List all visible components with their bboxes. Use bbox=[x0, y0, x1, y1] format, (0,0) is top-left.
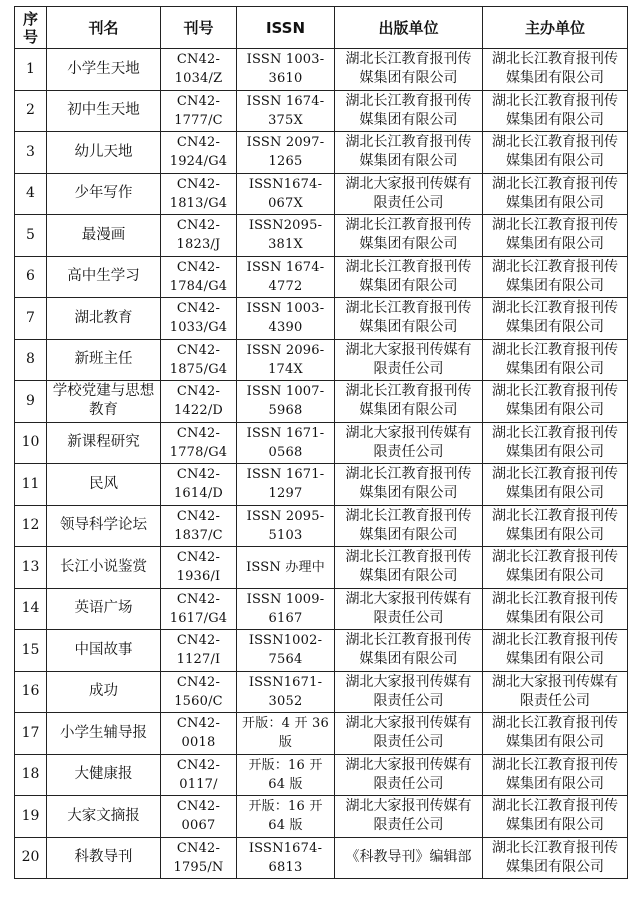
cell-sponsor: 湖北大家报刊传媒有限责任公司 bbox=[483, 671, 628, 713]
cell-publisher: 湖北大家报刊传媒有限责任公司 bbox=[335, 671, 483, 713]
cell-issn: ISSN 2097-1265 bbox=[237, 132, 335, 174]
table-row bbox=[15, 547, 628, 589]
table-row bbox=[15, 754, 628, 796]
cell-issn: ISSN 2096-174X bbox=[237, 339, 335, 381]
cell-issn: ISSN1674-6813 bbox=[237, 837, 335, 879]
cell-publisher: 湖北长江教育报刊传媒集团有限公司 bbox=[335, 547, 483, 589]
cell-name: 新课程研究 bbox=[47, 422, 161, 464]
cell-code: CN42-1127/I bbox=[161, 630, 237, 672]
cell-publisher: 湖北长江教育报刊传媒集团有限公司 bbox=[335, 464, 483, 506]
cell-code: CN42-1033/G4 bbox=[161, 298, 237, 340]
cell-publisher: 湖北大家报刊传媒有限责任公司 bbox=[335, 422, 483, 464]
cell-name: 成功 bbox=[47, 671, 161, 713]
cell-sponsor: 湖北长江教育报刊传媒集团有限公司 bbox=[483, 754, 628, 796]
cell-sponsor: 湖北长江教育报刊传媒集团有限公司 bbox=[483, 588, 628, 630]
cell-code: CN42-1936/I bbox=[161, 547, 237, 589]
cell-seq: 3 bbox=[15, 132, 47, 174]
cell-publisher: 湖北大家报刊传媒有限责任公司 bbox=[335, 339, 483, 381]
cell-code: CN42-1875/G4 bbox=[161, 339, 237, 381]
cell-seq: 16 bbox=[15, 671, 47, 713]
cell-publisher: 《科教导刊》编辑部 bbox=[335, 837, 483, 879]
cell-seq: 2 bbox=[15, 90, 47, 132]
cell-publisher: 湖北长江教育报刊传媒集团有限公司 bbox=[335, 132, 483, 174]
cell-code: CN42-1422/D bbox=[161, 381, 237, 423]
cell-name: 初中生天地 bbox=[47, 90, 161, 132]
cell-publisher: 湖北大家报刊传媒有限责任公司 bbox=[335, 713, 483, 755]
cell-name: 最漫画 bbox=[47, 215, 161, 257]
cell-publisher: 湖北大家报刊传媒有限责任公司 bbox=[335, 173, 483, 215]
cell-publisher: 湖北长江教育报刊传媒集团有限公司 bbox=[335, 90, 483, 132]
header-issn: ISSN bbox=[237, 7, 335, 49]
cell-name: 幼儿天地 bbox=[47, 132, 161, 174]
cell-issn: ISSN 办理中 bbox=[237, 547, 335, 589]
cell-sponsor: 湖北长江教育报刊传媒集团有限公司 bbox=[483, 49, 628, 91]
cell-sponsor: 湖北长江教育报刊传媒集团有限公司 bbox=[483, 422, 628, 464]
header-code: 刊号 bbox=[161, 7, 237, 49]
cell-publisher: 湖北大家报刊传媒有限责任公司 bbox=[335, 754, 483, 796]
cell-sponsor: 湖北长江教育报刊传媒集团有限公司 bbox=[483, 298, 628, 340]
cell-issn: 开版：4 开 36 版 bbox=[237, 713, 335, 755]
cell-issn: ISSN 1671-0568 bbox=[237, 422, 335, 464]
cell-name: 小学生天地 bbox=[47, 49, 161, 91]
cell-issn: ISSN1674-067X bbox=[237, 173, 335, 215]
table-body bbox=[15, 49, 628, 879]
cell-name: 民风 bbox=[47, 464, 161, 506]
table-row bbox=[15, 215, 628, 257]
cell-sponsor: 湖北长江教育报刊传媒集团有限公司 bbox=[483, 339, 628, 381]
table-row bbox=[15, 173, 628, 215]
cell-name: 新班主任 bbox=[47, 339, 161, 381]
cell-name: 领导科学论坛 bbox=[47, 505, 161, 547]
cell-code: CN42-1795/N bbox=[161, 837, 237, 879]
table-row bbox=[15, 422, 628, 464]
cell-publisher: 湖北大家报刊传媒有限责任公司 bbox=[335, 796, 483, 838]
table-row bbox=[15, 298, 628, 340]
cell-publisher: 湖北长江教育报刊传媒集团有限公司 bbox=[335, 298, 483, 340]
cell-issn: ISSN1002-7564 bbox=[237, 630, 335, 672]
cell-code: CN42-1034/Z bbox=[161, 49, 237, 91]
header-sponsor: 主办单位 bbox=[483, 7, 628, 49]
cell-name: 大健康报 bbox=[47, 754, 161, 796]
cell-sponsor: 湖北长江教育报刊传媒集团有限公司 bbox=[483, 505, 628, 547]
table-row bbox=[15, 256, 628, 298]
header-name: 刊名 bbox=[47, 7, 161, 49]
cell-code: CN42-1924/G4 bbox=[161, 132, 237, 174]
cell-sponsor: 湖北长江教育报刊传媒集团有限公司 bbox=[483, 90, 628, 132]
cell-seq: 10 bbox=[15, 422, 47, 464]
cell-name: 科教导刊 bbox=[47, 837, 161, 879]
table-row bbox=[15, 588, 628, 630]
table-row bbox=[15, 132, 628, 174]
table-row bbox=[15, 837, 628, 879]
cell-code: CN42-1778/G4 bbox=[161, 422, 237, 464]
cell-seq: 11 bbox=[15, 464, 47, 506]
cell-code: CN42-1823/J bbox=[161, 215, 237, 257]
cell-seq: 14 bbox=[15, 588, 47, 630]
cell-issn: ISSN 1674-375X bbox=[237, 90, 335, 132]
table-row bbox=[15, 671, 628, 713]
cell-sponsor: 湖北长江教育报刊传媒集团有限公司 bbox=[483, 713, 628, 755]
cell-sponsor: 湖北长江教育报刊传媒集团有限公司 bbox=[483, 837, 628, 879]
cell-code: CN42-0067 bbox=[161, 796, 237, 838]
cell-sponsor: 湖北长江教育报刊传媒集团有限公司 bbox=[483, 132, 628, 174]
cell-issn: ISSN 1009-6167 bbox=[237, 588, 335, 630]
cell-seq: 7 bbox=[15, 298, 47, 340]
cell-code: CN42-1614/D bbox=[161, 464, 237, 506]
cell-issn: ISSN 1003-3610 bbox=[237, 49, 335, 91]
table-row bbox=[15, 90, 628, 132]
cell-publisher: 湖北长江教育报刊传媒集团有限公司 bbox=[335, 256, 483, 298]
cell-seq: 13 bbox=[15, 547, 47, 589]
cell-name: 高中生学习 bbox=[47, 256, 161, 298]
cell-publisher: 湖北长江教育报刊传媒集团有限公司 bbox=[335, 215, 483, 257]
cell-seq: 17 bbox=[15, 713, 47, 755]
cell-publisher: 湖北长江教育报刊传媒集团有限公司 bbox=[335, 505, 483, 547]
cell-sponsor: 湖北长江教育报刊传媒集团有限公司 bbox=[483, 381, 628, 423]
table-row bbox=[15, 49, 628, 91]
cell-issn: 开版：16 开 64 版 bbox=[237, 754, 335, 796]
cell-sponsor: 湖北长江教育报刊传媒集团有限公司 bbox=[483, 630, 628, 672]
cell-seq: 8 bbox=[15, 339, 47, 381]
cell-code: CN42-1560/C bbox=[161, 671, 237, 713]
cell-sponsor: 湖北长江教育报刊传媒集团有限公司 bbox=[483, 464, 628, 506]
cell-sponsor: 湖北长江教育报刊传媒集团有限公司 bbox=[483, 256, 628, 298]
cell-issn: ISSN 1674-4772 bbox=[237, 256, 335, 298]
cell-publisher: 湖北大家报刊传媒有限责任公司 bbox=[335, 588, 483, 630]
cell-name: 小学生辅导报 bbox=[47, 713, 161, 755]
header-publisher: 出版单位 bbox=[335, 7, 483, 49]
cell-issn: ISSN2095-381X bbox=[237, 215, 335, 257]
cell-code: CN42-1617/G4 bbox=[161, 588, 237, 630]
cell-name: 中国故事 bbox=[47, 630, 161, 672]
cell-name: 湖北教育 bbox=[47, 298, 161, 340]
cell-seq: 18 bbox=[15, 754, 47, 796]
cell-seq: 6 bbox=[15, 256, 47, 298]
publications-table bbox=[14, 6, 628, 879]
cell-code: CN42-1813/G4 bbox=[161, 173, 237, 215]
cell-issn: ISSN 1003-4390 bbox=[237, 298, 335, 340]
cell-code: CN42-0117/ bbox=[161, 754, 237, 796]
cell-seq: 9 bbox=[15, 381, 47, 423]
cell-name: 英语广场 bbox=[47, 588, 161, 630]
table-row bbox=[15, 796, 628, 838]
cell-sponsor: 湖北长江教育报刊传媒集团有限公司 bbox=[483, 547, 628, 589]
cell-publisher: 湖北长江教育报刊传媒集团有限公司 bbox=[335, 630, 483, 672]
cell-publisher: 湖北长江教育报刊传媒集团有限公司 bbox=[335, 381, 483, 423]
cell-seq: 15 bbox=[15, 630, 47, 672]
table-row bbox=[15, 339, 628, 381]
cell-code: CN42-1837/C bbox=[161, 505, 237, 547]
cell-name: 大家文摘报 bbox=[47, 796, 161, 838]
cell-seq: 20 bbox=[15, 837, 47, 879]
cell-code: CN42-1777/C bbox=[161, 90, 237, 132]
cell-name: 少年写作 bbox=[47, 173, 161, 215]
cell-sponsor: 湖北长江教育报刊传媒集团有限公司 bbox=[483, 796, 628, 838]
cell-issn: ISSN 1671-1297 bbox=[237, 464, 335, 506]
cell-seq: 19 bbox=[15, 796, 47, 838]
cell-code: CN42-1784/G4 bbox=[161, 256, 237, 298]
table-row bbox=[15, 505, 628, 547]
cell-seq: 12 bbox=[15, 505, 47, 547]
cell-seq: 5 bbox=[15, 215, 47, 257]
header-seq: 序号 bbox=[15, 7, 47, 49]
cell-seq: 1 bbox=[15, 49, 47, 91]
cell-sponsor: 湖北长江教育报刊传媒集团有限公司 bbox=[483, 215, 628, 257]
cell-issn: ISSN 2095-5103 bbox=[237, 505, 335, 547]
cell-publisher: 湖北长江教育报刊传媒集团有限公司 bbox=[335, 49, 483, 91]
table-row bbox=[15, 381, 628, 423]
cell-issn: ISSN1671-3052 bbox=[237, 671, 335, 713]
cell-name: 长江小说鉴赏 bbox=[47, 547, 161, 589]
cell-issn: 开版：16 开 64 版 bbox=[237, 796, 335, 838]
cell-seq: 4 bbox=[15, 173, 47, 215]
publications-table-container bbox=[14, 6, 628, 879]
table-row bbox=[15, 630, 628, 672]
cell-sponsor: 湖北长江教育报刊传媒集团有限公司 bbox=[483, 173, 628, 215]
cell-code: CN42-0018 bbox=[161, 713, 237, 755]
cell-issn: ISSN 1007-5968 bbox=[237, 381, 335, 423]
table-header-row bbox=[15, 7, 628, 49]
table-row bbox=[15, 713, 628, 755]
cell-name: 学校党建与思想教育 bbox=[47, 381, 161, 423]
table-row bbox=[15, 464, 628, 506]
